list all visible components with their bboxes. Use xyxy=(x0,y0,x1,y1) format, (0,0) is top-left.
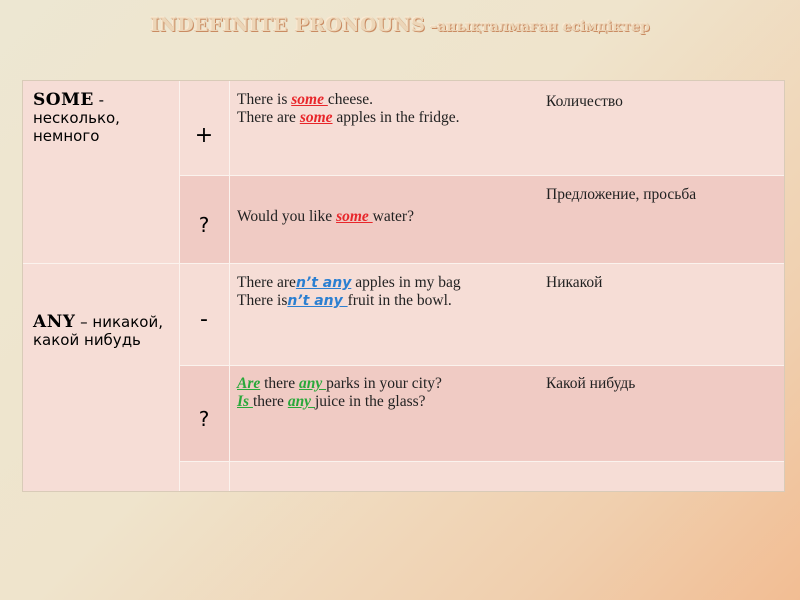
some-plus-sign: + xyxy=(194,123,214,148)
some-question-translation: Предложение, просьба xyxy=(546,186,697,203)
example-text: There are xyxy=(237,109,300,126)
title-main: INDEFINITE PRONOUNS xyxy=(150,14,426,36)
some-meaning: - несколько, немного xyxy=(33,91,120,145)
example-text: parks in your city? xyxy=(326,375,442,392)
example-line xyxy=(237,375,442,393)
some-plus-translation: Количество xyxy=(546,93,623,110)
example-text: there xyxy=(260,375,299,392)
any-word: ANY xyxy=(33,312,76,332)
example-line xyxy=(237,274,461,292)
any-negative-example xyxy=(237,274,461,310)
some-question-sign: ? xyxy=(198,213,210,237)
some-question-example xyxy=(237,208,414,226)
highlight-any-question: any xyxy=(287,393,315,410)
example-line xyxy=(237,109,460,127)
example-line xyxy=(237,91,460,109)
highlight-any-negative: n’t any xyxy=(287,293,348,309)
row-divider xyxy=(179,461,784,462)
example-text: There are xyxy=(237,274,296,291)
example-text: Would you like xyxy=(237,208,337,225)
any-question-translation: Какой нибудь xyxy=(546,375,636,392)
highlight-are: Are xyxy=(237,375,261,392)
example-text: there xyxy=(252,393,288,410)
highlight-some: some xyxy=(299,109,333,126)
any-question-sign: ? xyxy=(198,407,210,431)
any-word-cell xyxy=(23,263,179,491)
slide-title xyxy=(0,14,800,36)
highlight-some: some xyxy=(291,91,328,108)
any-meaning: – никакой, какой нибудь xyxy=(33,313,163,349)
some-plus-example xyxy=(237,91,460,127)
example-text: juice in the glass? xyxy=(314,393,426,410)
any-question-example xyxy=(237,375,442,411)
highlight-any-negative: n’t any xyxy=(295,275,352,291)
any-negative-sign: - xyxy=(200,307,208,332)
some-word: SOME xyxy=(33,90,94,110)
any-negative-translation: Никакой xyxy=(546,274,603,291)
pronouns-table xyxy=(22,80,785,492)
title-sub: –анықталмаған есімдіктер xyxy=(425,19,650,35)
some-heading xyxy=(33,91,183,145)
row-divider xyxy=(179,365,784,366)
highlight-some: some xyxy=(336,208,373,225)
column-divider xyxy=(229,81,230,491)
example-text: There is xyxy=(237,292,288,309)
row-divider xyxy=(179,175,784,176)
any-heading xyxy=(33,313,183,349)
highlight-is: Is xyxy=(237,393,253,410)
example-text: cheese. xyxy=(327,91,374,108)
highlight-any-question: any xyxy=(298,375,327,392)
example-text: apples in the fridge. xyxy=(332,109,460,126)
example-line xyxy=(237,393,442,411)
example-text: There is xyxy=(237,91,292,108)
example-text: water? xyxy=(372,208,414,225)
example-text: apples in my bag xyxy=(351,274,461,291)
example-line xyxy=(237,292,461,310)
row-divider xyxy=(23,263,784,264)
empty-row xyxy=(179,461,784,491)
example-text: fruit in the bowl. xyxy=(347,292,452,309)
